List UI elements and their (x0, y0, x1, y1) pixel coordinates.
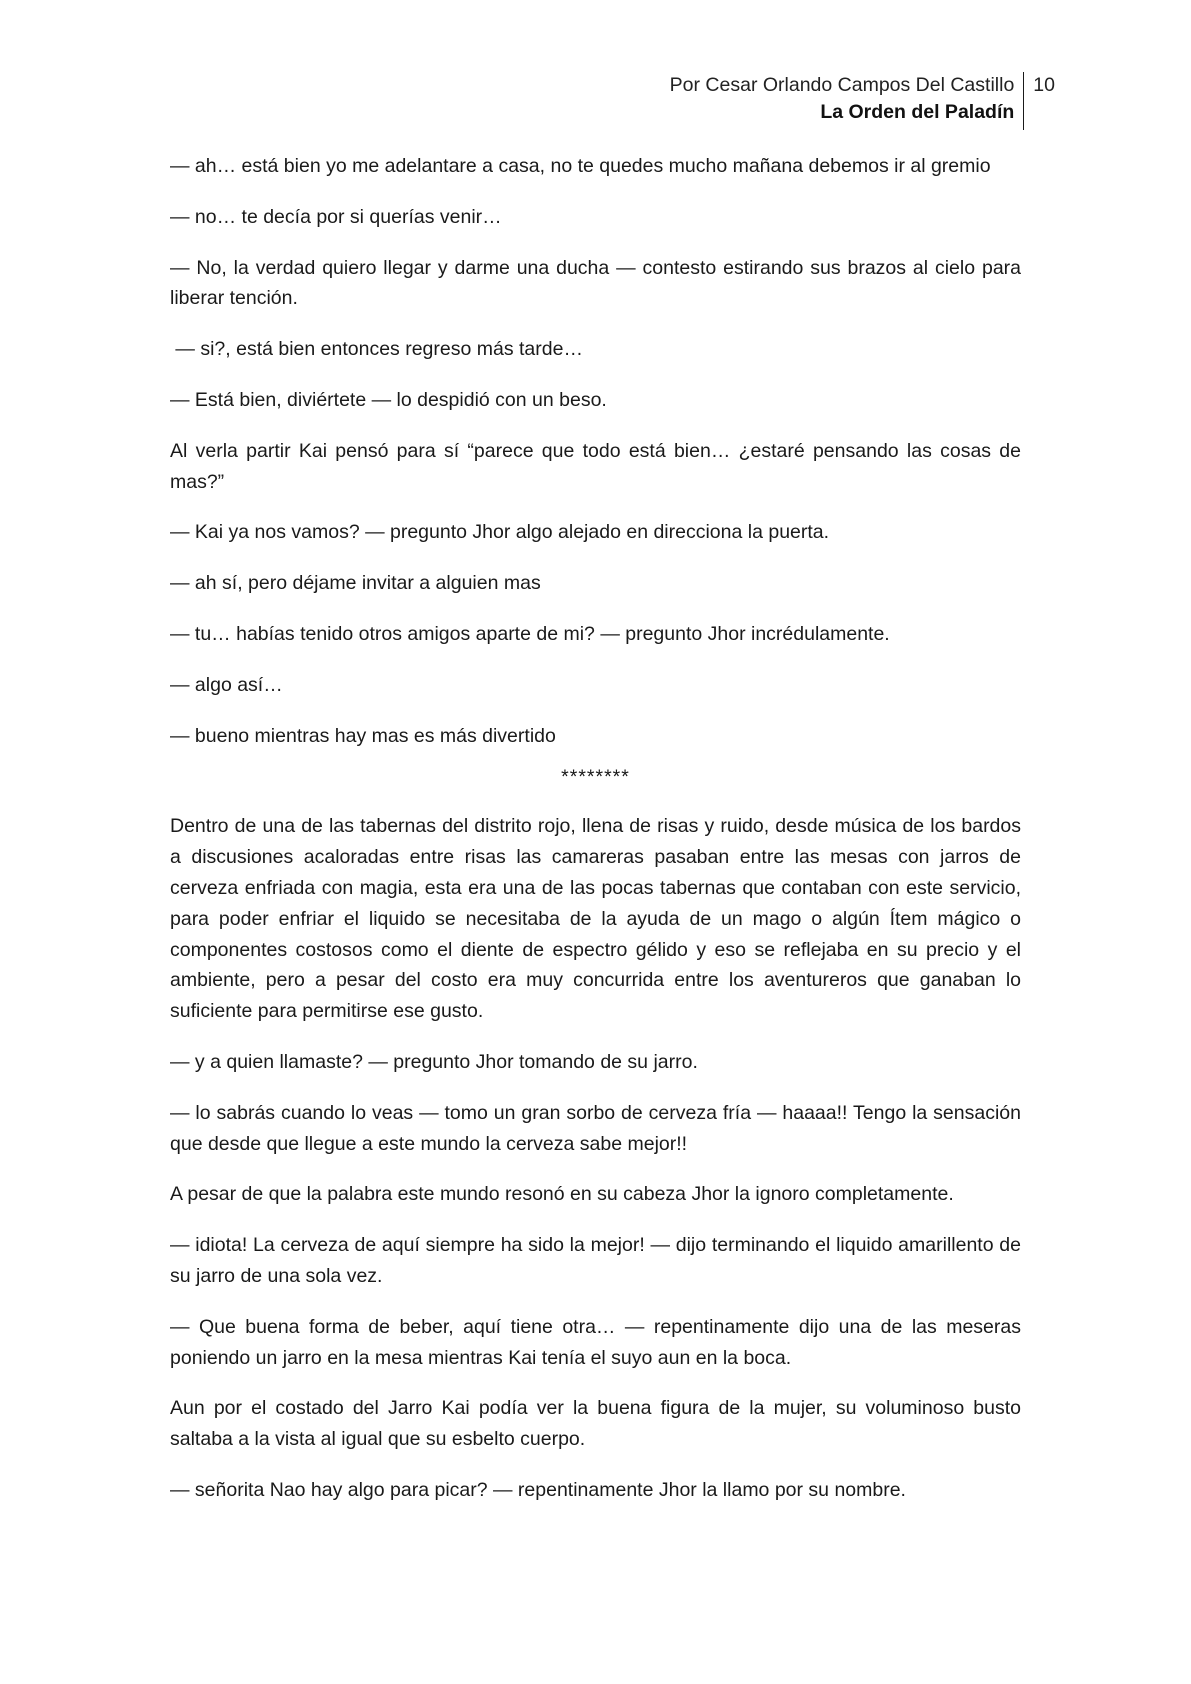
paragraph: — Está bien, diviértete — lo despidió con un beso. (170, 388, 607, 411)
paragraph: Dentro de una de las tabernas del distrito rojo, llena de risas y ruido, desde música de los bardos a discusiones acaloradas entre risas las camareras pasaban entre las mesas con jarros de cerveza enfriada con magia, esta era una de las pocas tabernas que contaban con este servicio, para poder enfriar el liquido se necesitaba de la ayuda de un mago o algún Ítem mágico o componentes costosos como el diente de espectro gélido y eso se reflejaba en su precio y el ambiente, pero a pesar del costo era muy concurrida entre los aventureros que ganaban lo suficiente para permitirse ese gusto. (170, 815, 1021, 1023)
paragraph: — idiota! La cerveza de aquí siempre ha sido la mejor! — dijo terminando el liquido amarillento de su jarro de una sola vez. (170, 1234, 1021, 1287)
paragraph: Al verla partir Kai pensó para sí “parece que todo está bien… ¿estaré pensando las cosas de mas?” (170, 439, 1021, 493)
paragraph: — algo así… (170, 673, 283, 696)
header-author: Por Cesar Orlando Campos Del Castillo (669, 74, 1015, 96)
scene-separator: ******** (561, 766, 630, 789)
paragraph: — tu… habías tenido otros amigos aparte de mi? — pregunto Jhor incrédulamente. (170, 622, 890, 645)
paragraph: — No, la verdad quiero llegar y darme una ducha — contesto estirando sus brazos al cielo para liberar tención. (170, 256, 1021, 310)
paragraph: — y a quien llamaste? — pregunto Jhor tomando de su jarro. (170, 1050, 698, 1073)
paragraph: — Kai ya nos vamos? — pregunto Jhor algo alejado en direcciona la puerta. (170, 521, 830, 544)
page-number: 10 (1033, 74, 1055, 96)
page-body (170, 151, 1021, 1526)
page-header (670, 72, 1055, 130)
paragraph: — si?, está bien entonces regreso más tarde… (170, 338, 583, 361)
paragraph: A pesar de que la palabra este mundo resonó en su cabeza Jhor la ignoro completamente. (170, 1183, 954, 1206)
paragraph: — no… te decía por si querías venir… (170, 205, 502, 228)
paragraph: Aun por el costado del Jarro Kai podía ver la buena figura de la mujer, su voluminoso busto saltaba a la vista al igual que su esbelto cuerpo. (170, 1397, 1021, 1451)
header-book-title: La Orden del Paladín (820, 101, 1015, 123)
header-text-block (670, 72, 1025, 130)
paragraph: — ah sí, pero déjame invitar a alguien mas (170, 572, 541, 595)
paragraph: — señorita Nao hay algo para picar? — repentinamente Jhor la llamo por su nombre. (170, 1478, 906, 1501)
paragraph: — bueno mientras hay mas es más divertido (170, 724, 556, 747)
paragraph: — Que buena forma de beber, aquí tiene otra… — repentinamente dijo una de las meseras poniendo un jarro en la mesa mientras Kai tenía el suyo aun en la boca. (170, 1315, 1021, 1369)
paragraph: — lo sabrás cuando lo veas — tomo un gran sorbo de cerveza fría — haaaa!! Tengo la sensación que desde que llegue a este mundo la cerveza sabe mejor!! (170, 1101, 1021, 1155)
paragraph: — ah… está bien yo me adelantare a casa, no te quedes mucho mañana debemos ir al gremio (170, 155, 991, 177)
